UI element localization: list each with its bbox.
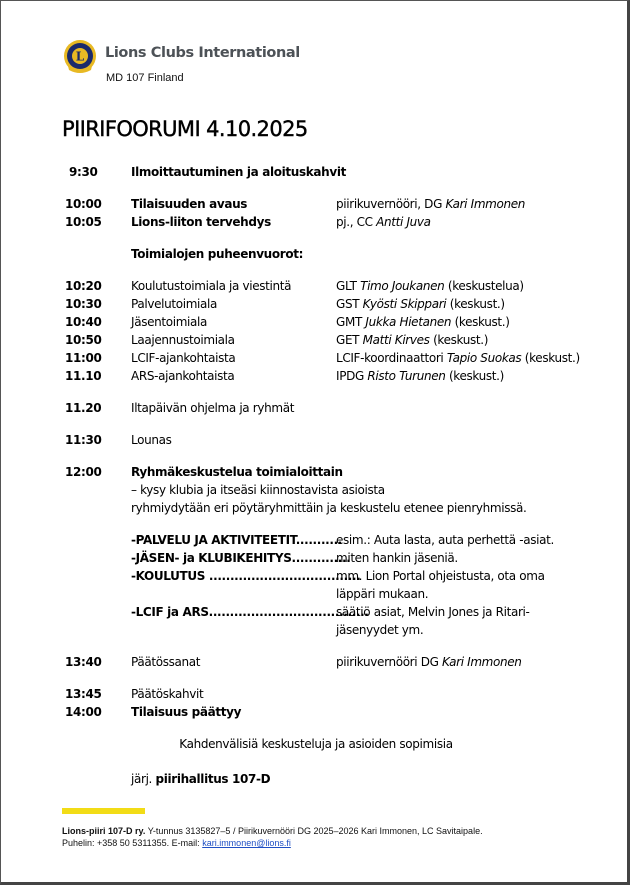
schedule-row [1,433,630,451]
schedule-row [1,369,630,387]
brand-name: Lions Clubs International [105,45,300,61]
schedule-presenter [336,333,488,347]
schedule-presenter [336,655,522,669]
lions-emblem-icon [62,39,98,75]
schedule-time: 9:30 [69,165,98,179]
presenter-name: Kyösti Skippari [362,297,447,311]
schedule-row [1,215,630,233]
schedule-time: 10:20 [65,279,102,293]
schedule-time: 11:00 [65,351,102,365]
schedule-event: Tilaisuuden avaus [131,197,248,211]
footer-details: Y-tunnus 3135827–5 / Piirikuvernööri DG 2025–2026 Kari Immonen, LC Savitaipale. [145,826,483,836]
group-description: säätiö asiat, Melvin Jones ja Ritari- [336,605,530,619]
schedule-row [1,333,630,351]
schedule-detail-line: ryhmiydytään eri pöytäryhmittäin ja keskustelu etenee pienryhmissä. [131,501,527,515]
schedule-event: Lounas [131,433,172,447]
schedule-row [1,705,630,723]
presenter-role: GLT [336,279,357,293]
schedule-presenter [336,197,525,211]
group-description: läppäri mukaan. [336,587,429,601]
presenter-name: Kari Immonen [442,655,522,669]
presenter-role: piirikuvernööri DG [336,655,439,669]
schedule-row [1,401,630,419]
footer-line-2 [62,838,291,848]
schedule-time: 11.20 [65,401,102,415]
presenter-name: Risto Turunen [367,369,446,383]
presenter-role: GST [336,297,360,311]
footer-phone: Puhelin: +358 50 5311355. E-mail: [62,838,203,848]
group-description: esim.: Auta lasta, auta perhettä -asiat. [336,533,554,547]
presenter-name: Tapio Suokas [446,351,522,365]
schedule-row [1,687,630,705]
schedule-time: 12:00 [65,465,102,479]
page-title: PIIRIFOORUMI 4.10.2025 [62,117,308,141]
schedule-presenter [336,315,510,329]
presenter-name: Matti Kirves [362,333,430,347]
schedule-event: Laajennustoimiala [131,333,235,347]
presenter-role: piirikuvernööri, DG [336,197,443,211]
district-label: MD 107 Finland [106,72,184,84]
schedule-event: Ryhmäkeskustelua toimialoittain [131,465,343,479]
closing-note: Kahdenvälisiä keskusteluja ja asioiden sopimisia [179,737,453,751]
schedule-presenter [336,351,580,365]
schedule-time: 10:40 [65,315,102,329]
schedule-row [1,465,630,483]
schedule-time: 13:45 [65,687,102,701]
presenter-role: IPDG [336,369,364,383]
schedule-row [1,197,630,215]
schedule-event: Tilaisuus päättyy [131,705,242,719]
schedule-time: 10:30 [65,297,102,311]
presenter-note: (keskust.) [454,315,510,329]
schedule-row [1,165,630,183]
group-topic: -PALVELU JA AKTIVITEETIT........... [131,533,342,547]
presenter-note: (keskust.) [433,333,489,347]
svg-text:L: L [75,49,85,64]
footer-org: Lions-piiri 107-D ry. [62,826,146,836]
presenter-role: LCIF-koordinaattori [336,351,444,365]
presenter-role: pj., CC [336,215,373,229]
presenter-note: (keskust.) [449,297,505,311]
group-description: jäsenyydet ym. [336,623,424,637]
organizer-name: piirihallitus 107-D [155,772,271,786]
group-topic: -KOULUTUS .................................... [131,569,361,583]
schedule-time: 14:00 [65,705,102,719]
presenter-note: (keskust.) [524,351,580,365]
group-description: mm. Lion Portal ohjeistusta, ota oma [336,569,545,583]
schedule-event: ARS-ajankohtaista [131,369,235,383]
schedule-detail-line: – kysy klubia ja itseäsi kiinnostavista asioista [131,483,385,497]
schedule-time: 13:40 [65,655,102,669]
organizer-prefix: järj. [131,772,153,786]
schedule-time: 11.10 [65,369,102,383]
presenter-note: (keskustelua) [447,279,524,293]
organizer [131,772,270,786]
email-link[interactable]: kari.immonen@lions.fi [202,838,291,848]
presenter-name: Antti Juva [376,215,431,229]
presenter-name: Kari Immonen [445,197,526,211]
schedule-presenter [336,369,504,383]
presenter-name: Timo Joukanen [360,279,445,293]
schedule-presenter [336,297,505,311]
presenter-role: GET [336,333,360,347]
schedule-row [1,351,630,369]
schedule-event: Päätössanat [131,655,201,669]
schedule-event: Lions-liiton tervehdys [131,215,271,229]
schedule-time: 10:00 [65,197,102,211]
schedule-event: Ilmoittautuminen ja aloituskahvit [131,165,346,179]
group-topic: -LCIF ja ARS...................................... [131,605,369,619]
presenter-note: (keskust.) [448,369,504,383]
group-description: miten hankin jäseniä. [336,551,458,565]
schedule-row [1,655,630,673]
schedule-time: 10:50 [65,333,102,347]
group-topic: -JÄSEN- ja KLUBIKEHITYS.............. [131,551,351,565]
presenter-name: Jukka Hietanen [365,315,452,329]
schedule-event: Koulutustoimiala ja viestintä [131,279,292,293]
section-heading-row [1,247,630,265]
schedule-event: Palvelutoimiala [131,297,218,311]
schedule-row [1,279,630,297]
schedule-row [1,315,630,333]
presenter-role: GMT [336,315,362,329]
schedule-presenter [336,215,431,229]
accent-bar [62,808,145,814]
schedule-row [1,297,630,315]
footer-line-1 [62,826,483,836]
schedule-event: Päätöskahvit [131,687,204,701]
schedule-event: Iltapäivän ohjelma ja ryhmät [131,401,295,415]
section-heading: Toimialojen puheenvuorot: [131,247,304,261]
schedule-event: LCIF-ajankohtaista [131,351,236,365]
schedule-time: 10:05 [65,215,102,229]
schedule-event: Jäsentoimiala [131,315,208,329]
schedule-presenter [336,279,524,293]
schedule-time: 11:30 [65,433,102,447]
